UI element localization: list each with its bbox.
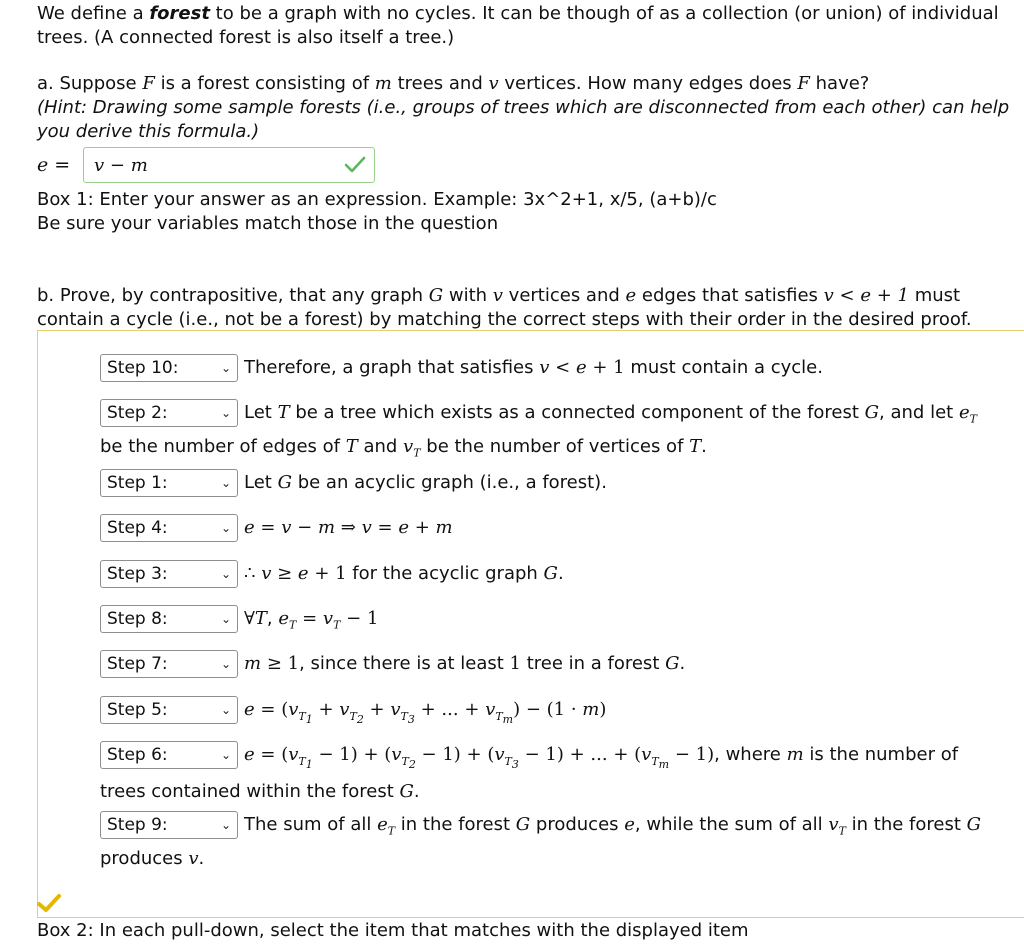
intro-paragraph [37,2,1022,50]
step-select[interactable]: Step 9: ⌄ [100,811,238,839]
answer-value: v − m [94,154,148,176]
question-b: b. Prove, by contrapositive, that any graph G with v vertices and e edges that satisfies v < e + 1 must contain a cycle (i.e., not be a forest) by matching the correct steps with their order in the desired proof. [37,285,972,330]
chevron-down-icon: ⌄ [220,611,231,626]
intro-text: We define a [37,3,150,24]
chevron-down-icon: ⌄ [220,656,231,671]
step-row: Step 5: ⌄ $e = (v_{T_1} + v_{T_2} + v_{T_3}$ + ... + $v_{T_m}) - (1 \cdot m)$ [100,696,1000,733]
step-row: Step 8: ⌄ ∀T, $e_T = v_T - 1$ [100,605,1000,639]
hint-text: (Hint: Drawing some sample forests (i.e., groups of trees which are disconnected from each other) can help you derive this formula.) [37,97,1010,142]
intro-text: to be a graph with no cycles. It can be though of as a collection (or union) of individual trees. (A connected forest is also itself a tree.) [37,3,999,48]
chevron-down-icon: ⌄ [220,520,231,535]
step-select[interactable]: Step 2: ⌄ [100,399,238,427]
step-select[interactable]: Step 6: ⌄ [100,741,238,769]
box1-instructions: Box 1: Enter your answer as an expression. Example: 3x^2+1, x/5, (a+b)/c Be sure your variables match those in the question [37,189,717,234]
answer-input[interactable] [83,147,375,183]
box2-instructions: Box 2: In each pull-down, select the item that matches with the displayed item [37,920,749,941]
step-row: Step 4: ⌄ e = v − m ⇒ v = e + m [100,514,1000,542]
chevron-down-icon: ⌄ [220,817,231,832]
forest-term: forest [149,3,210,24]
step-row: Step 2: ⌄ Let T be a tree which exists as a connected component of the forest G, and let $e_T$ be the number of edges of T and $v_T$ be the number of vertices of T. [100,399,1000,466]
step-select[interactable]: Step 8: ⌄ [100,605,238,633]
chevron-down-icon: ⌄ [220,405,231,420]
step-select[interactable]: Step 5: ⌄ [100,696,238,724]
answer-row [37,145,375,185]
check-icon [344,156,366,174]
chevron-down-icon: ⌄ [220,475,231,490]
check-icon [37,893,61,913]
question-a-text: a. Suppose F is a forest consisting of m trees and v vertices. How many edges does F have? [37,73,870,94]
chevron-down-icon: ⌄ [220,566,231,581]
step-row: Step 9: ⌄ The sum of all $e_T$ in the forest G produces e, while the sum of all $v_T$ in the forest G produces v. [100,811,1000,872]
step-row: Step 6: ⌄ $e = (v_{T_1} - 1) + (v_{T_2} - 1) + (v_{T_3} - 1)$ + ... + $(v_{T_m} - 1)$, where m is the number of trees contained within the forest G. [100,741,1000,805]
answer-label: e = [37,154,71,176]
chevron-down-icon: ⌄ [220,747,231,762]
step-select[interactable]: Step 1: ⌄ [100,469,238,497]
step-select[interactable]: Step 7: ⌄ [100,650,238,678]
step-select[interactable]: Step 4: ⌄ [100,514,238,542]
chevron-down-icon: ⌄ [220,702,231,717]
step-row: Step 1: ⌄ Let G be an acyclic graph (i.e., a forest). [100,469,1000,497]
question-a [37,72,1022,144]
step-select[interactable]: Step 10: ⌄ [100,354,238,382]
step-row: Step 7: ⌄ m ≥ 1, since there is at least 1 tree in a forest G. [100,650,1000,678]
step-row: Step 10: ⌄ Therefore, a graph that satisfies v < e + 1 must contain a cycle. [100,354,1000,382]
step-row: Step 3: ⌄ ∴ v ≥ e + 1 for the acyclic graph G. [100,560,1000,588]
chevron-down-icon: ⌄ [220,360,231,375]
step-select[interactable]: Step 3: ⌄ [100,560,238,588]
